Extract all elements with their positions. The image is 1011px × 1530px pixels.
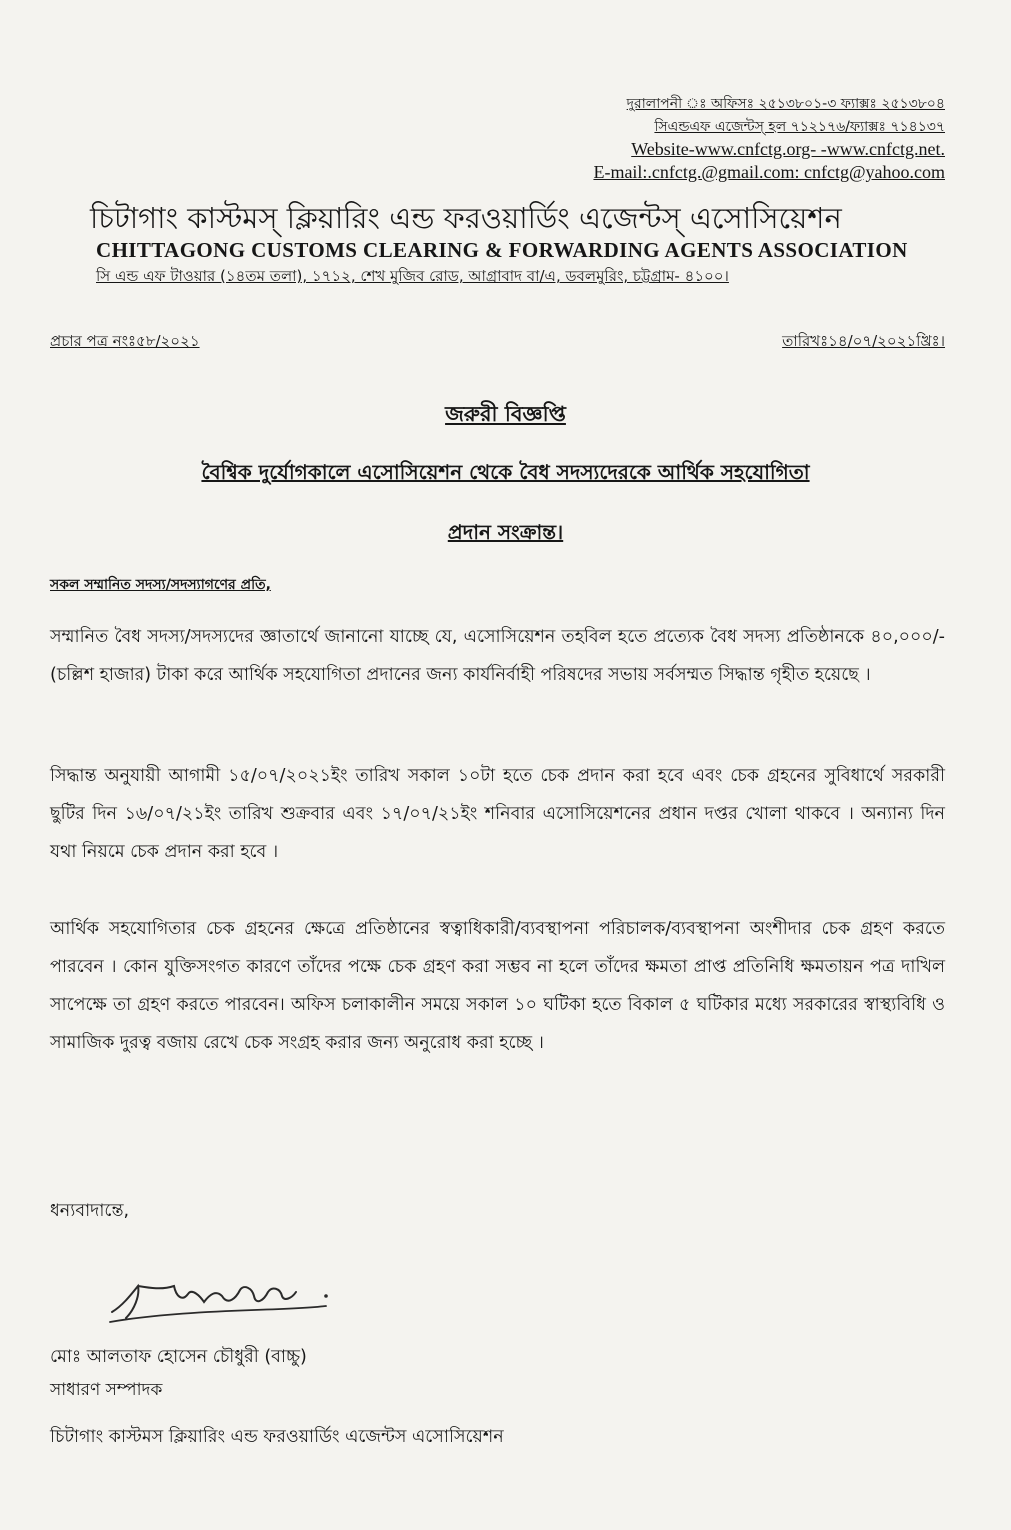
signer-name: মোঃ আলতাফ হোসেন চৌধুরী (বাচ্চু) <box>50 1347 307 1367</box>
footer-organization: চিটাগাং কাস্টমস ক্লিয়ারিং এন্ড ফরওয়ার্ডিং এজেন্টস এসোসিয়েশন <box>50 1427 504 1447</box>
subject-line-1: বৈশ্বিক দুর্যোগকালে এসোসিয়েশন থেকে বৈধ সদস্যদেরকে আর্থিক সহযোগিতা <box>201 460 810 484</box>
notice-date: তারিখঃ১৪/০৭/২০২১খ্রিঃ। <box>782 332 945 350</box>
org-address: সি এন্ড এফ টাওয়ার (১৪তম তলা), ১৭১২, শেখ মুজিব রোড, আগ্রাবাদ বা/এ, ডবলমুরিং, চট্টগ্রাম- ৪১০০। <box>96 267 729 285</box>
website-line: Website-www.cnfctg.org- -www.cnfctg.net. <box>631 139 945 159</box>
org-name-bangla: চিটাগাং কাস্টমস্ ক্লিয়ারিং এন্ড ফরওয়ার্ডিং এজেন্টস্ এসোসিয়েশন <box>90 201 842 235</box>
subject-line-2: প্রদান সংক্রান্ত। <box>447 520 564 544</box>
phone-line: দুরালাপনী ঃ অফিসঃ ২৫১৩৮০১-৩ ফ্যাক্সঃ ২৫১৩৮০৪ <box>626 96 945 112</box>
memo-number: প্রচার পত্র নংঃ৫৮/২০২১ <box>50 332 200 350</box>
notice-heading: জরুরী বিজ্ঞপ্তি <box>445 402 566 426</box>
paragraph-2: সিদ্ধান্ত অনুযায়ী আগামী ১৫/০৭/২০২১ইং তারিখ সকাল ১০টা হতে চেক প্রদান করা হবে এবং চেক গ্রহনের সুবিধার্থে সরকারী ছুটির দিন ১৬/০৭/২১ইং তারিখ শুক্রবার এবং ১৭/০৭/২১ইং শনিবার এসোসিয়েশনের প্রধান দপ্তর খোলা থাকবে । অন্যান্য দিন যথা নিয়মে চেক প্রদান করা হবে । <box>50 766 945 862</box>
signature-scribble <box>104 1266 344 1336</box>
paragraph-1: সম্মানিত বৈধ সদস্য/সদস্যদের জ্ঞাতার্থে জানানো যাচ্ছে যে, এসোসিয়েশন তহবিল হতে প্রত্যেক বৈধ সদস্য প্রতিষ্ঠানকে ৪০,০০০/-(চল্লিশ হাজার) টাকা করে আর্থিক সহযোগিতা প্রদানের জন্য কার্যনির্বাহী পরিষদের সভায় সর্বসম্মত সিদ্ধান্ত গৃহীত হয়েছে । <box>50 627 945 685</box>
agents-hall-line: সিএন্ডএফ এজেন্টস্ হল ৭১২১৭৬/ফ্যাক্সঃ ৭১৪১৩৭ <box>654 119 945 135</box>
signer-role: সাধারণ সম্পাদক <box>50 1380 163 1400</box>
salutation: সকল সম্মানিত সদস্য/সদস্যাগণের প্রতি, <box>50 577 271 593</box>
paragraph-3: আর্থিক সহযোগিতার চেক গ্রহনের ক্ষেত্রে প্রতিষ্ঠানের স্বত্বাধিকারী/ব্যবস্থাপনা পরিচালক/ব্যবস্থাপনা অংশীদার চেক গ্রহণ করতে পারবেন । কোন যুক্তিসংগত কারণে তাঁদের পক্ষে চেক গ্রহণ করা সম্ভব না হলে তাঁদের ক্ষমতা প্রাপ্ত প্রতিনিধি ক্ষমতায়ন পত্র দাখিল সাপেক্ষে তা গ্রহণ করতে পারবেন। অফিস চলাকালীন সময়ে সকাল ১০ ঘটিকা হতে বিকাল ৫ ঘটিকার মধ্যে সরকারের স্বাস্থ্যবিধি ও সামাজিক দুরত্ব বজায় রেখে চেক সংগ্রহ করার জন্য অনুরোধ করা হচ্ছে । <box>50 919 945 1053</box>
org-name-english: CHITTAGONG CUSTOMS CLEARING & FORWARDING AGENTS ASSOCIATION <box>96 238 908 262</box>
closing-thanks: ধন্যবাদান্তে, <box>50 1201 130 1221</box>
email-line: E-mail:.cnfctg.@gmail.com: cnfctg@yahoo.com <box>593 162 945 182</box>
